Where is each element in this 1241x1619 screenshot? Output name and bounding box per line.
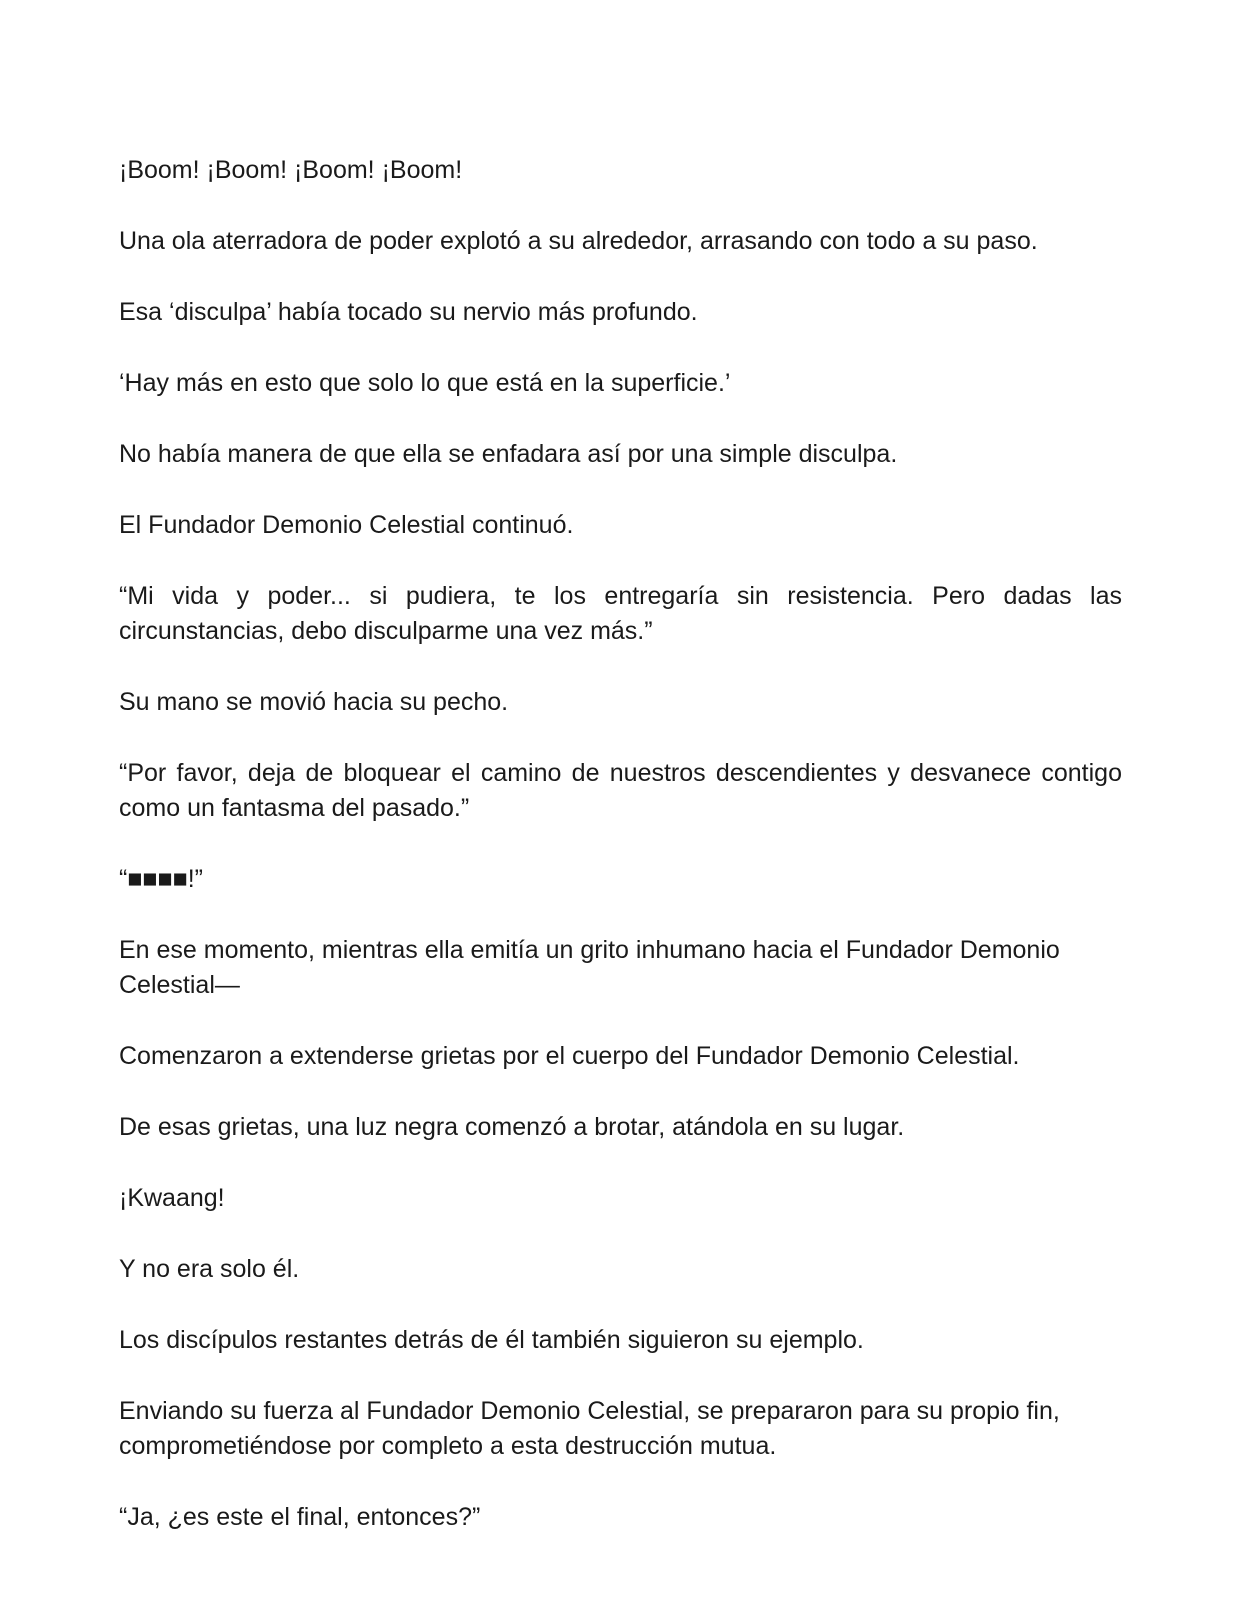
paragraph-15: Y no era solo él.: [119, 1255, 300, 1283]
paragraph-18: “Ja, ¿es este el final, entonces?”: [119, 1503, 481, 1531]
paragraph-1: ¡Boom! ¡Boom! ¡Boom! ¡Boom!: [119, 156, 463, 184]
paragraph-4: ‘Hay más en esto que solo lo que está en la superficie.’: [119, 369, 731, 397]
paragraph-2: Una ola aterradora de poder explotó a su alrededor, arrasando con todo a su paso.: [119, 227, 1038, 255]
paragraph-14: ¡Kwaang!: [119, 1184, 225, 1212]
paragraph-13: De esas grietas, una luz negra comenzó a brotar, atándola en su lugar.: [119, 1113, 905, 1141]
paragraph-10: “■■■■!”: [119, 865, 203, 893]
paragraph-7: “Mi vida y poder... si pudiera, te los entregaría sin resistencia. Pero dadas las circunstancias, debo disculparme una vez más.”: [119, 582, 1122, 645]
paragraph-12: Comenzaron a extenderse grietas por el cuerpo del Fundador Demonio Celestial.: [119, 1042, 1020, 1070]
paragraph-17: Enviando su fuerza al Fundador Demonio Celestial, se prepararon para su propio fin, comprometiéndose por completo a esta destrucción mutua.: [119, 1397, 1060, 1460]
paragraph-16: Los discípulos restantes detrás de él también siguieron su ejemplo.: [119, 1326, 864, 1354]
paragraph-9: “Por favor, deja de bloquear el camino de nuestros descendientes y desvanece contigo como un fantasma del pasado.”: [119, 759, 1122, 822]
document-body: [119, 153, 1122, 1571]
paragraph-5: No había manera de que ella se enfadara así por una simple disculpa.: [119, 440, 898, 468]
paragraph-11: En ese momento, mientras ella emitía un grito inhumano hacia el Fundador Demonio Celestial—: [119, 936, 1060, 999]
paragraph-8: Su mano se movió hacia su pecho.: [119, 688, 509, 716]
paragraph-3: Esa ‘disculpa’ había tocado su nervio más profundo.: [119, 298, 698, 326]
paragraph-6: El Fundador Demonio Celestial continuó.: [119, 511, 574, 539]
